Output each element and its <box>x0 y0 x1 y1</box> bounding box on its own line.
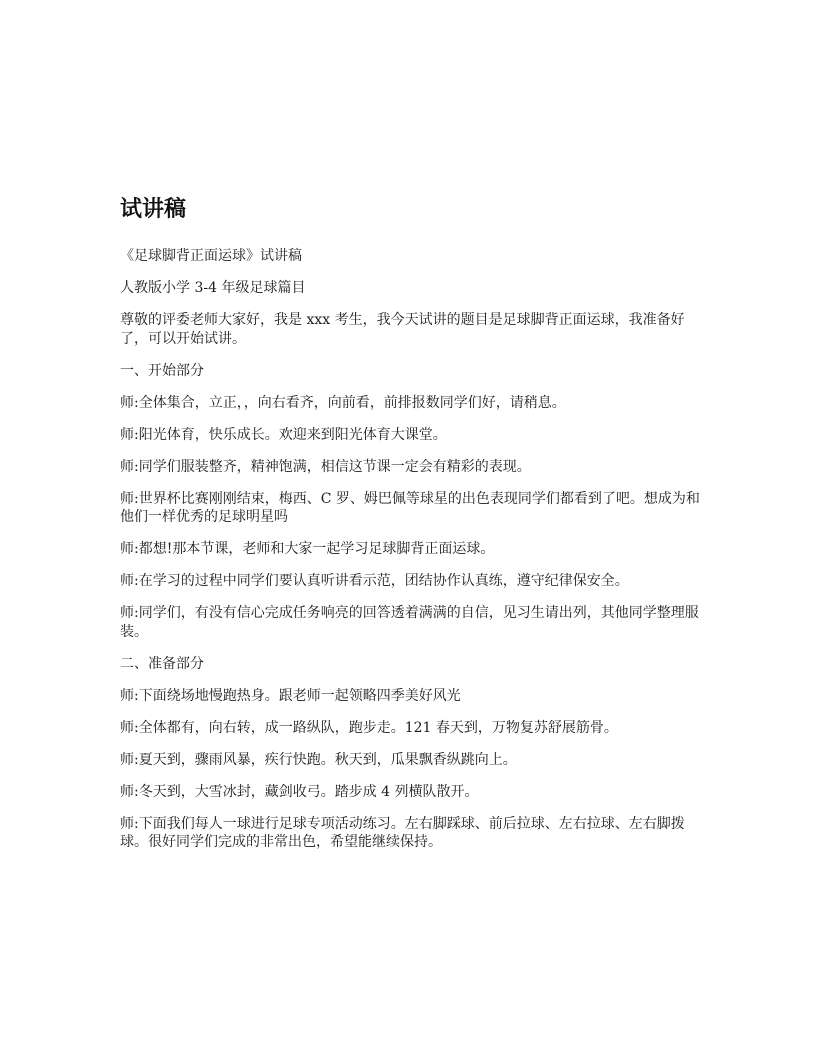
section-heading-start: 一、开始部分 <box>120 362 204 379</box>
document-title: 试讲稿 <box>120 197 187 222</box>
script-paragraph: 师:下面我们每人一球进行足球专项活动练习。左右脚踩球、前后拉球、左右拉球、左右脚拨球。很好同学们完成的非常出色，希望能继续保持。 <box>120 815 685 850</box>
script-paragraph: 师:夏天到，骤雨风暴，疾行快跑。秋天到，瓜果飘香纵跳向上。 <box>120 751 517 768</box>
section-heading-preparation: 二、准备部分 <box>120 655 204 672</box>
script-paragraph: 师:在学习的过程中同学们要认真听讲看示范，团结协作认真练，遵守纪律保安全。 <box>120 573 629 589</box>
script-paragraph: 师:全体都有，向右转，成一路纵队，跑步走。121 春天到，万物复苏舒展筋骨。 <box>120 719 618 736</box>
script-paragraph: 师:冬天到，大雪冰封，藏剑收弓。踏步成 4 列横队散开。 <box>120 783 479 800</box>
script-paragraph: 师:世界杯比赛刚刚结束，梅西、C 罗、姆巴佩等球星的出色表现同学们都看到了吧。想成为和他们一样优秀的足球明星吗 <box>120 490 700 525</box>
script-paragraph: 师:同学们服装整齐，精神饱满，相信这节课一定会有精彩的表现。 <box>120 458 531 475</box>
script-paragraph: 师:同学们，有没有信心完成任务响亮的回答透着满满的自信，见习生请出列，其他同学整理服装。 <box>120 605 699 640</box>
script-paragraph: 师:全体集合，立正，，向右看齐，向前看，前排报数同学们好，请稍息。 <box>120 394 566 411</box>
textbook-info-line: 人教版小学 3-4 年级足球篇目 <box>120 280 306 296</box>
lesson-title-line: 《足球脚背正面运球》试讲稿 <box>120 248 302 264</box>
script-paragraph: 师:阳光体育，快乐成长。欢迎来到阳光体育大课堂。 <box>120 426 447 443</box>
script-paragraph: 师:下面绕场地慢跑热身。跟老师一起领略四季美好风光 <box>120 687 461 704</box>
document-page <box>120 195 700 865</box>
script-paragraph: 师:都想!那本节课，老师和大家一起学习足球脚背正面运球。 <box>120 541 495 557</box>
opening-greeting-paragraph: 尊敬的评委老师大家好，我是 xxx 考生，我今天试讲的题目是足球脚背正面运球，我准备好了，可以开始试讲。 <box>120 312 685 347</box>
